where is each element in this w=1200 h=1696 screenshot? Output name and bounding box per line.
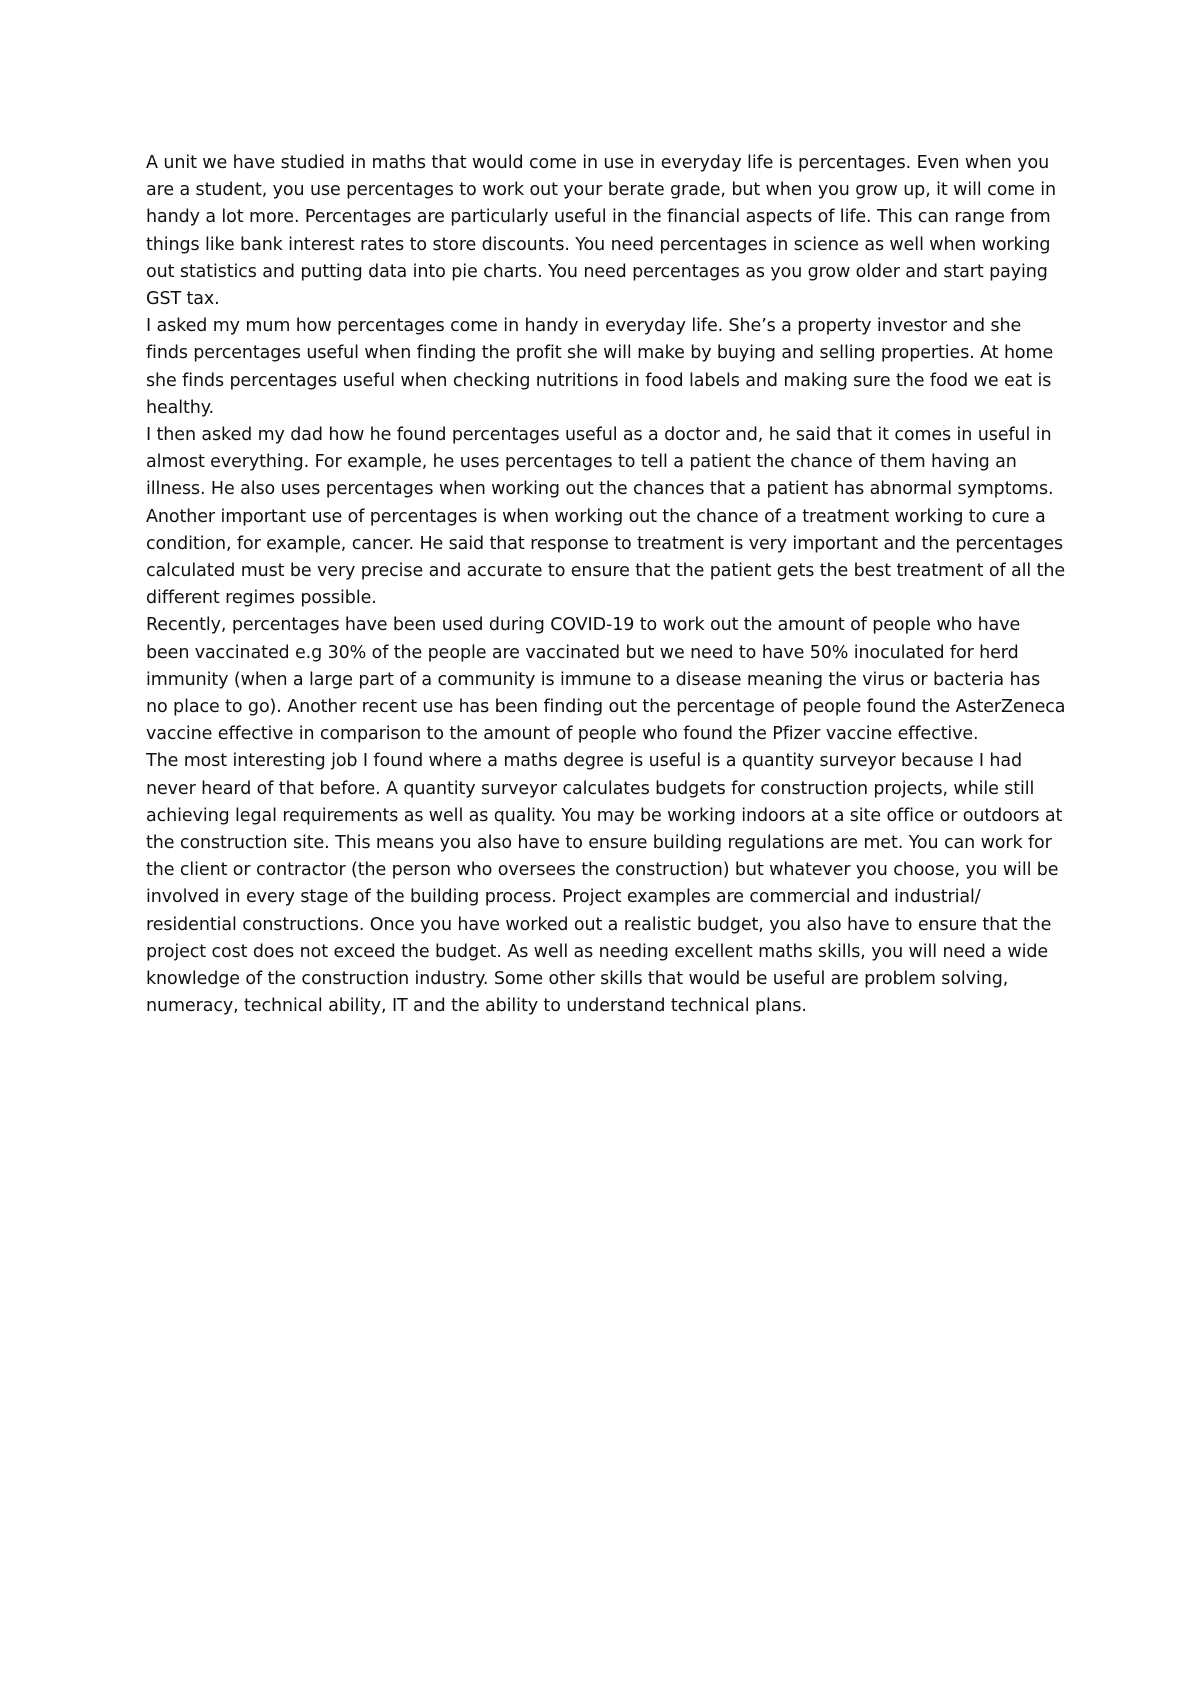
paragraph-percentages-intro: A unit we have studied in maths that would come in use in everyday life is percentages. Even when you are a student, you use percentages to work out your berate grade, but when you grow up, it will come in handy a lot more. Percentages are particularly useful in the financial aspects of life. This can range from things like bank interest rates to store discounts. You need percentages in science as well when working out statistics and putting data into pie charts. You need percentages as you grow older and start paying GST tax.: [146, 153, 1057, 310]
paragraph-dad: I then asked my dad how he found percentages useful as a doctor and, he said that it comes in useful in almost everything. For example, he uses percentages to tell a patient the chance of them having an illness. He also uses percentages when working out the chances that a patient has abnormal symptoms. Another important use of percentages is when working out the chance of a treatment working to cure a condition, for example, cancer. He said that response to treatment is very important and the percentages calculated must be very precise and accurate to ensure that the patient gets the best treatment of all the different regimes possible.: [146, 425, 1066, 609]
document-body: [146, 150, 1066, 1021]
paragraph-covid: Recently, percentages have been used during COVID-19 to work out the amount of people who have been vaccinated e.g 30% of the people are vaccinated but we need to have 50% inoculated for herd immunity (when a large part of a community is immune to a disease meaning the virus or bacteria has no place to go). Another recent use has been finding out the percentage of people found the AsterZeneca vaccine effective in comparison to the amount of people who found the Pfizer vaccine effective.: [146, 615, 1066, 745]
paragraph-quantity-surveyor: The most interesting job I found where a maths degree is useful is a quantity surveyor because I had never heard of that before. A quantity surveyor calculates budgets for construction projects, while still achieving legal requirements as well as quality. You may be working indoors at a site office or outdoors at the construction site. This means you also have to ensure building regulations are met. You can work for the client or contractor (the person who oversees the construction) but whatever you choose, you will be involved in every stage of the building process. Project examples are commercial and industrial/ residential constructions. Once you have worked out a realistic budget, you also have to ensure that the project cost does not exceed the budget. As well as needing excellent maths skills, you will need a wide knowledge of the construction industry. Some other skills that would be useful are problem solving, numeracy, technical ability, IT and the ability to understand technical plans.: [146, 751, 1063, 1017]
paragraph-mum: I asked my mum how percentages come in handy in everyday life. She’s a property investor and she finds percentages useful when finding the profit she will make by buying and selling properties. At home she finds percentages useful when checking nutritions in food labels and making sure the food we eat is healthy.: [146, 316, 1054, 418]
